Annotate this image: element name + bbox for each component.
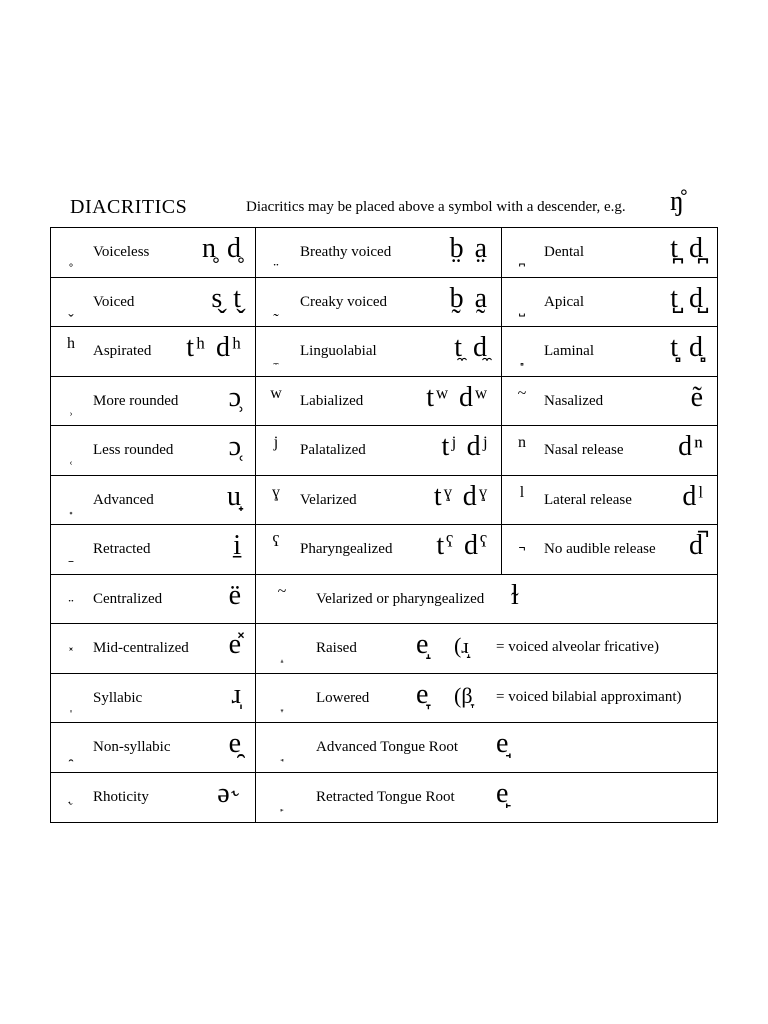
diacritic-row <box>51 228 717 278</box>
diacritic-label: Rhoticity <box>93 788 149 805</box>
diacritic-cell <box>51 426 256 475</box>
diacritic-example: ẽ <box>690 381 705 413</box>
diacritic-label: Nasal release <box>544 442 624 458</box>
diacritic-mark <box>59 498 83 516</box>
diacritics-table <box>50 227 718 823</box>
diacritic-cell <box>256 426 502 475</box>
diacritic-cell <box>51 228 256 277</box>
diacritic-label: Labialized <box>300 392 364 409</box>
diacritic-mark <box>510 547 534 565</box>
diacritic-cell <box>51 674 256 723</box>
diacritic-cell <box>51 377 256 426</box>
diacritic-cell <box>51 525 256 574</box>
diacritic-label: More rounded <box>93 392 179 409</box>
diacritic-mark <box>264 349 288 367</box>
diacritic-cell <box>51 327 256 376</box>
diacritic-mark <box>59 745 83 763</box>
diacritic-example: e̙ <box>496 777 509 809</box>
diacritic-row <box>51 377 717 427</box>
diacritic-example: tʷ dʷ <box>426 381 489 413</box>
chart-title: DIACRITICS <box>70 196 188 218</box>
diacritic-cell <box>256 228 502 277</box>
diacritic-row <box>51 476 717 526</box>
diacritic-cell <box>51 723 256 772</box>
diacritic-cell <box>51 278 256 327</box>
diacritic-label: Lateral release <box>544 491 632 508</box>
diacritic-label: Velarized <box>300 491 357 508</box>
diacritic-cell-wide <box>256 773 717 823</box>
diacritic-mark <box>59 547 83 565</box>
diacritic-mark <box>270 795 294 813</box>
diacritic-label: Breathy voiced <box>300 244 392 260</box>
diacritic-example: e̘ <box>496 728 509 759</box>
diacritic-row <box>51 773 717 823</box>
diacritic-mark: ɣ <box>272 483 280 501</box>
diacritic-example: s̬ t̬ <box>211 282 243 314</box>
diacritic-mark <box>270 696 294 714</box>
descender-example: ŋ̊ <box>670 186 684 217</box>
diacritic-example: dⁿ <box>678 431 705 462</box>
diacritic-cell-wide <box>256 575 717 624</box>
diacritic-mark <box>59 448 83 466</box>
diacritic-example: tˠ dˠ <box>433 480 489 512</box>
diacritic-example: ɫ <box>511 579 519 611</box>
diacritic-row <box>51 278 717 328</box>
diacritic-cell <box>502 377 717 426</box>
diacritic-label: Centralized <box>93 590 163 607</box>
diacritic-example: n̥ d̥ <box>202 233 243 264</box>
diacritics-header <box>50 186 718 228</box>
diacritic-mark: w <box>270 384 282 402</box>
diacritic-label: Velarized or pharyngealized <box>316 590 485 607</box>
diacritic-example: ɔ̜ <box>228 431 243 462</box>
diacritic-label: Laminal <box>544 343 594 359</box>
diacritic-label: Advanced Tongue Root <box>316 739 458 755</box>
diacritic-cell <box>51 773 256 823</box>
diacritic-example: ə˞ <box>217 777 243 809</box>
diacritic-example: e̝ <box>416 629 429 660</box>
diacritic-mark <box>510 250 534 268</box>
paren-example: (ɹ̝ <box>454 633 469 658</box>
diacritic-example: e̽ <box>228 629 243 660</box>
diacritic-mark <box>264 300 288 318</box>
diacritic-mark <box>510 349 534 367</box>
diacritic-example: b̰ a̰ <box>449 282 489 314</box>
diacritic-mark: h <box>67 335 75 352</box>
descender-note: Diacritics may be placed above a symbol with a descender, e.g. <box>246 199 626 215</box>
diacritic-mark <box>270 745 294 763</box>
example-note: = voiced alveolar fricative) <box>496 639 659 655</box>
diacritic-label: Aspirated <box>93 343 152 359</box>
diacritic-example: e̯ <box>228 728 243 759</box>
diacritic-label: No audible release <box>544 541 656 557</box>
paren-example: (β̞ <box>454 682 473 708</box>
diacritic-mark: ~ <box>517 384 527 402</box>
diacritic-mark: ˞ <box>68 794 74 812</box>
diacritic-example: tʰ dʰ <box>186 332 243 363</box>
diacritic-label: Syllabic <box>93 689 143 706</box>
diacritic-label: Mid-centralized <box>93 640 189 656</box>
diacritic-cell <box>256 476 502 525</box>
diacritic-cell <box>502 476 717 525</box>
diacritic-example: dˡ <box>682 480 705 512</box>
diacritic-cell-wide <box>256 723 717 772</box>
diacritic-cell-wide <box>256 624 717 673</box>
diacritic-cell <box>502 278 717 327</box>
diacritic-mark <box>59 399 83 417</box>
diacritic-row <box>51 426 717 476</box>
diacritic-row <box>51 575 717 625</box>
diacritic-example: b̤ a̤ <box>449 233 489 264</box>
diacritic-cell <box>502 327 717 376</box>
diacritic-label: Lowered <box>316 689 370 706</box>
diacritic-mark <box>59 250 83 268</box>
diacritic-example: t̺ d̺ <box>670 282 705 314</box>
diacritic-mark: n <box>518 434 526 451</box>
diacritic-cell <box>502 525 717 574</box>
diacritic-mark <box>59 696 83 714</box>
diacritic-example: tˤ dˤ <box>436 530 489 561</box>
diacritic-label: Less rounded <box>93 442 174 458</box>
diacritic-mark <box>510 300 534 318</box>
diacritic-label: Nasalized <box>544 392 604 409</box>
diacritic-label: Creaky voiced <box>300 293 388 310</box>
diacritic-mark <box>59 300 83 318</box>
diacritic-label: Palatalized <box>300 442 366 458</box>
diacritic-example: tʲ dʲ <box>441 431 489 462</box>
diacritic-row <box>51 674 717 724</box>
diacritic-example: d̚ <box>689 530 705 561</box>
diacritic-mark <box>59 646 83 664</box>
diacritic-mark <box>264 250 288 268</box>
diacritic-example: u̟ <box>227 480 243 512</box>
diacritic-mark: l <box>519 483 525 501</box>
diacritic-mark: j <box>273 434 279 451</box>
diacritic-row <box>51 525 717 575</box>
diacritic-cell <box>502 426 717 475</box>
diacritic-label: Apical <box>544 293 584 310</box>
diacritic-mark <box>270 646 294 664</box>
diacritic-cell <box>256 278 502 327</box>
diacritic-example: ɹ̩ <box>231 678 243 710</box>
diacritic-label: Retracted Tongue Root <box>316 788 455 805</box>
diacritic-label: Retracted <box>93 541 151 557</box>
diacritic-example: t̪ d̪ <box>670 233 705 264</box>
diacritic-cell <box>256 327 502 376</box>
diacritic-row <box>51 624 717 674</box>
diacritic-mark: ʕ <box>272 533 280 550</box>
diacritic-cell <box>51 624 256 673</box>
diacritic-cell <box>502 228 717 277</box>
diacritic-label: Linguolabial <box>300 343 377 359</box>
diacritic-example: t̼ d̼ <box>454 332 489 363</box>
diacritic-label: Voiceless <box>93 244 150 260</box>
diacritic-mark <box>59 597 83 615</box>
diacritic-cell <box>256 377 502 426</box>
diacritic-cell <box>51 476 256 525</box>
diacritic-row <box>51 327 717 377</box>
diacritic-label: Non-syllabic <box>93 739 171 755</box>
diacritic-label: Pharyngealized <box>300 541 393 557</box>
diacritic-example: t̻ d̻ <box>670 332 705 363</box>
diacritic-example: e̞ <box>416 678 429 710</box>
diacritic-example: ɔ̹ <box>228 381 243 413</box>
diacritic-label: Dental <box>544 244 584 260</box>
diacritic-mark: ~ <box>277 582 287 600</box>
diacritic-cell-wide <box>256 674 717 723</box>
diacritic-cell <box>51 575 256 624</box>
diacritic-label: Raised <box>316 640 357 656</box>
diacritic-label: Advanced <box>93 491 154 508</box>
diacritic-example: ë <box>228 579 243 611</box>
diacritic-label: Voiced <box>93 293 135 310</box>
example-note: = voiced bilabial approximant) <box>496 688 682 705</box>
diacritic-row <box>51 723 717 773</box>
diacritic-example: i̠ <box>233 530 243 561</box>
diacritic-cell <box>256 525 502 574</box>
